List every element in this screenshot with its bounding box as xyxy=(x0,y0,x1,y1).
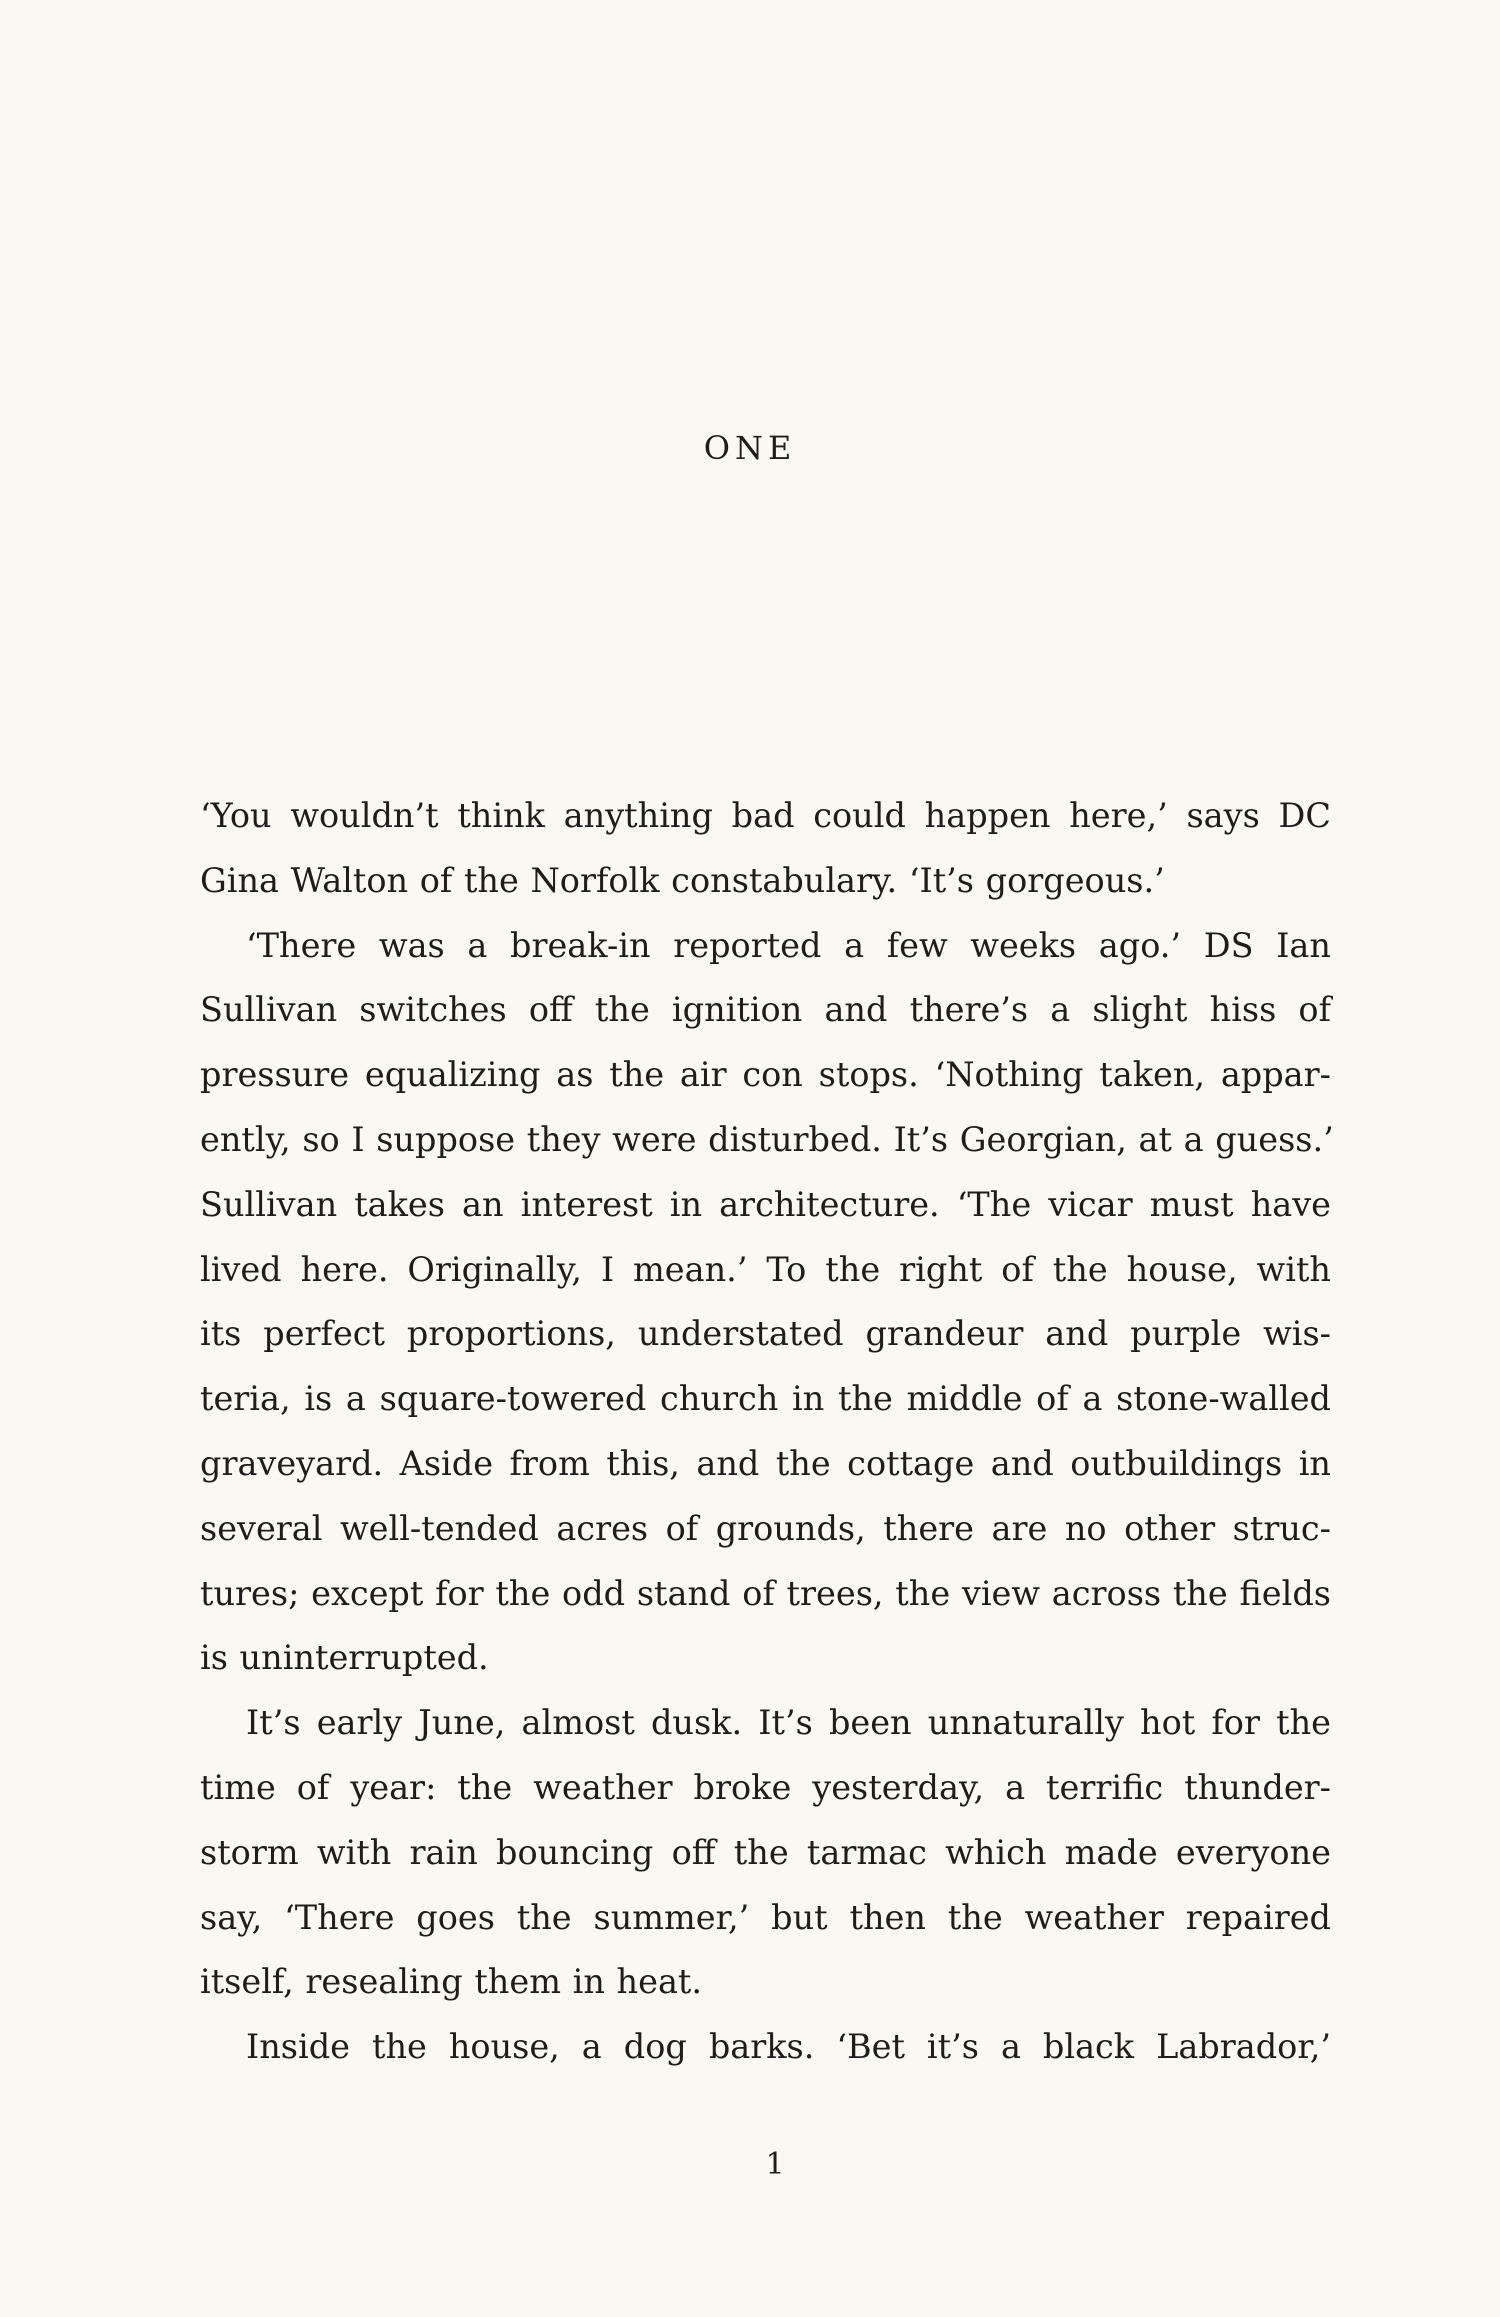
text-line: It’s early June, almost dusk. It’s been unnaturally hot for the xyxy=(246,1703,1331,1743)
text-line: ently, so I suppose they were disturbed. It’s Georgian, at a guess.’ xyxy=(200,1119,1334,1159)
text-line: ‘There was a break-in reported a few weeks ago.’ DS Ian xyxy=(246,925,1331,965)
text-line: lived here. Originally, I mean.’ To the right of the house, with xyxy=(200,1249,1331,1289)
page-number: 1 xyxy=(765,2147,785,2182)
text-line: teria, is a square-towered church in the middle of a stone-walled xyxy=(200,1379,1331,1419)
text-line: Inside the house, a dog barks. ‘Bet it’s a black Labrador,’ xyxy=(246,2027,1331,2067)
text-line: Gina Walton of the Norfolk constabulary. ‘It’s gorgeous.’ xyxy=(200,860,1165,900)
text-line: say, ‘There goes the summer,’ but then the weather repaired xyxy=(200,1897,1331,1937)
text-line: Sullivan takes an interest in architecture. ‘The vicar must have xyxy=(200,1184,1331,1224)
text-line: several well-tended acres of grounds, there are no other struc- xyxy=(200,1508,1331,1548)
text-line: pressure equalizing as the air con stops. ‘Nothing taken, appar- xyxy=(200,1055,1331,1095)
chapter-heading: ONE xyxy=(703,429,797,467)
body-text xyxy=(200,784,1334,2080)
text-line: Sullivan switches off the ignition and there’s a slight hiss of xyxy=(200,990,1331,1030)
text-line: tures; except for the odd stand of trees, the view across the fields xyxy=(200,1573,1331,1613)
text-line: graveyard. Aside from this, and the cottage and outbuildings in xyxy=(200,1443,1331,1483)
text-line: is uninterrupted. xyxy=(200,1638,489,1678)
text-line: ‘You wouldn’t think anything bad could happen here,’ says DC xyxy=(200,796,1331,835)
text-line: storm with rain bouncing off the tarmac which made everyone xyxy=(200,1832,1331,1872)
text-line: its perfect proportions, understated grandeur and purple wis- xyxy=(200,1314,1331,1354)
text-line: itself, resealing them in heat. xyxy=(200,1962,703,2002)
text-line: time of year: the weather broke yesterday, a terrific thunder- xyxy=(200,1767,1331,1807)
